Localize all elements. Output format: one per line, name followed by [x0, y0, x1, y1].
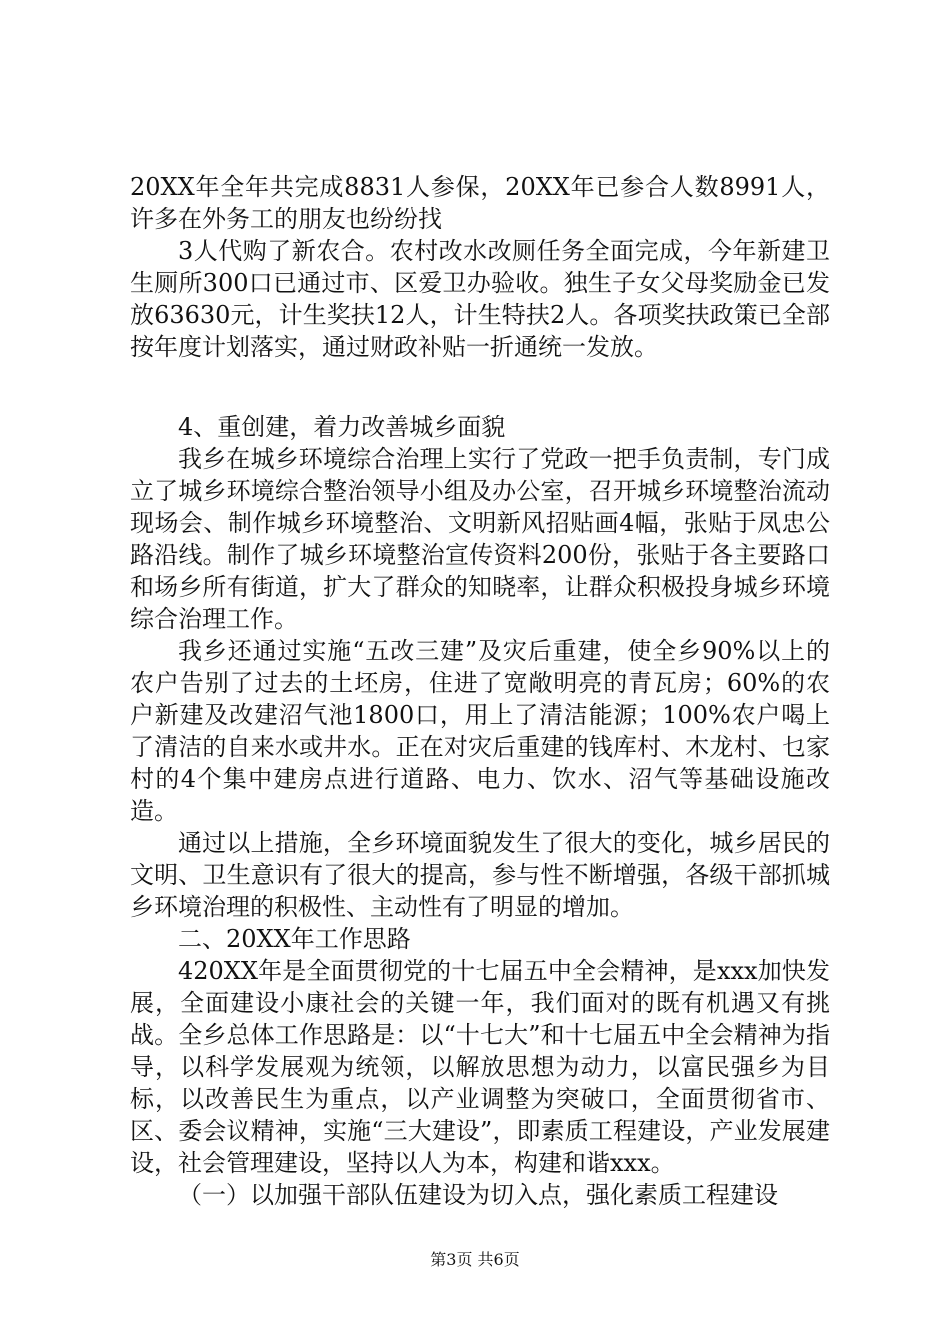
document-body — [130, 171, 830, 1211]
section-heading-creation: 4、重创建，着力改善城乡面貌 — [178, 413, 506, 441]
section-heading-work-plan: 二、20XX年工作思路 — [178, 925, 411, 953]
paragraph-rural-cooperative: 3人代购了新农合。农村改水改厕任务全面完成，今年新建卫生厕所300口已通过市、区爱卫办验收。独生子女父母奖励金已发放63630元，计生奖扶12人，计生特扶2人。各项奖扶政策已全部按年度计划落实，通过财政补贴一折通统一发放。 — [130, 237, 830, 361]
paragraph-spacer — [130, 363, 830, 411]
paragraph-results: 通过以上措施，全乡环境面貌发生了很大的变化，城乡居民的文明、卫生意识有了很大的提高，参与性不断增强，各级干部抓城乡环境治理的积极性、主动性有了明显的增加。 — [130, 829, 830, 921]
paragraph-reconstruction: 我乡还通过实施“五改三建”及灾后重建，使全乡90%以上的农户告别了过去的土坯房，住进了宽敞明亮的青瓦房；60%的农户新建及改建沼气池1800口，用上了清洁能源；100%农户喝上了清洁的自来水或井水。正在对灾后重建的钱库村、木龙村、乜家村的4个集中建房点进行道路、电力、饮水、沼气等基础设施改造。 — [130, 637, 830, 825]
paragraph-environment-governance: 我乡在城乡环境综合治理上实行了党政一把手负责制，专门成立了城乡环境综合整治领导小组及办公室，召开城乡环境整治流动现场会、制作城乡环境整治、文明新风招贴画4幅，张贴于凤忠公路沿线。制作了城乡环境整治宣传资料200份，张贴于各主要路口和场乡所有街道，扩大了群众的知晓率，让群众积极投身城乡环境综合治理工作。 — [130, 445, 830, 633]
paragraph-overall-plan: 420XX年是全面贯彻党的十七届五中全会精神，是xxx加快发展，全面建设小康社会的关键一年，我们面对的既有机遇又有挑战。全乡总体工作思路是：以“十七大”和十七届五中全会精神为指导，以科学发展观为统领，以解放思想为动力，以富民强乡为目标，以改善民生为重点，以产业调整为突破口，全面贯彻省市、区、委会议精神，实施“三大建设”，即素质工程建设，产业发展建设，社会管理建设，坚持以人为本，构建和谐xxx。 — [130, 957, 830, 1177]
page-number-footer: 第3页 共6页 — [430, 1250, 520, 1269]
subsection-heading-cadre: （一）以加强干部队伍建设为切入点，强化素质工程建设 — [178, 1181, 778, 1209]
paragraph-insurance-stats: 20XX年全年共完成8831人参保，20XX年已参合人数8991人，许多在外务工的朋友也纷纷找 — [130, 173, 830, 233]
